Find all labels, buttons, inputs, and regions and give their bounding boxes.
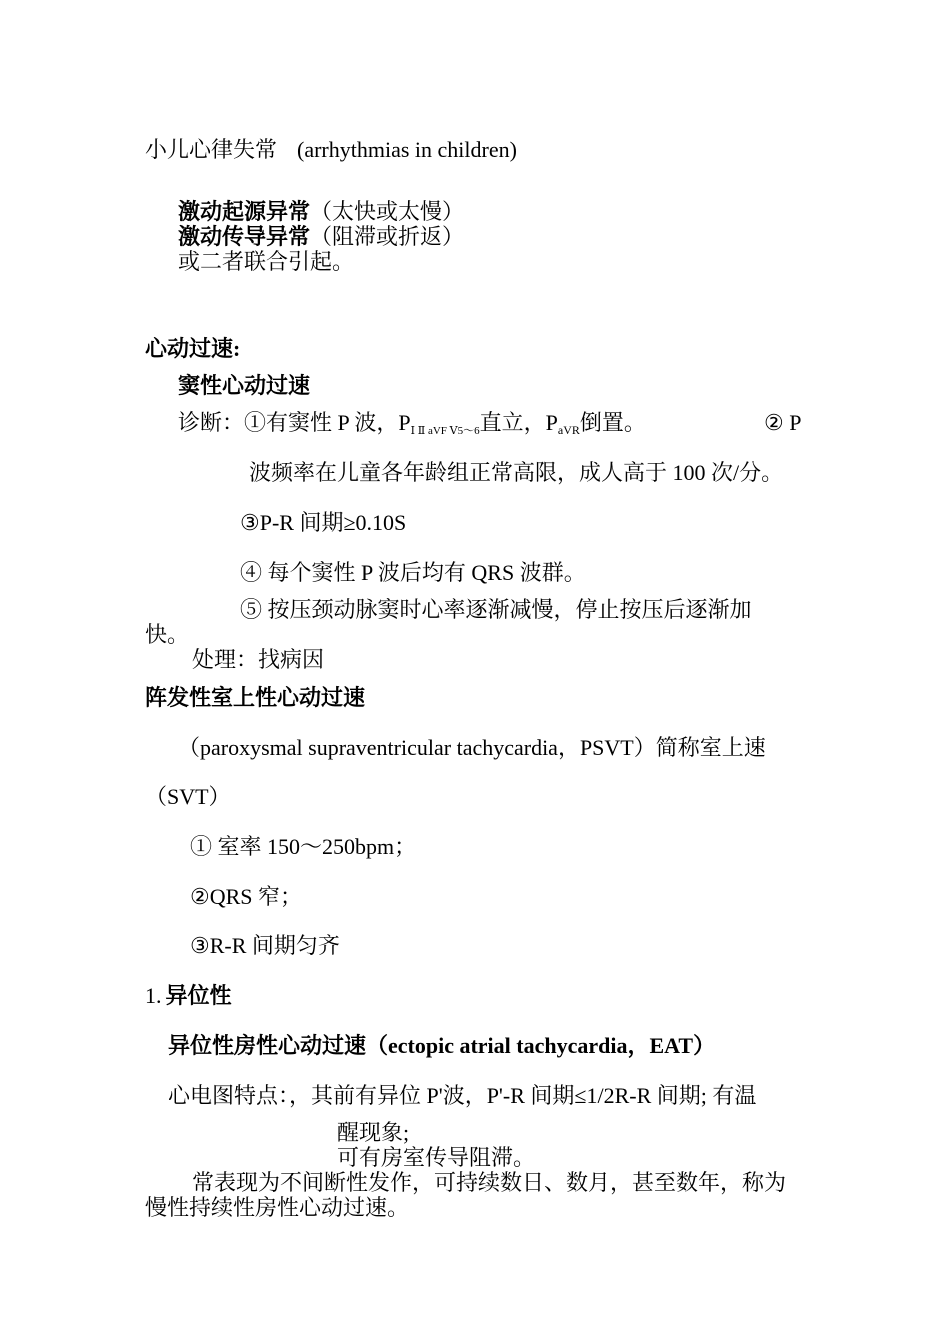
section-number: 1. <box>145 983 162 1008</box>
tachycardia-heading: 心动过速: <box>145 336 241 361</box>
ectopic-heading-text: 异位性 <box>165 983 232 1008</box>
intro-line-1-text: （太快或太慢） <box>310 199 465 224</box>
sinus-heading: 窦性心动过速 <box>178 373 311 398</box>
eat-paragraph-line-2: 慢性持续性房性心动过速。 <box>145 1195 410 1220</box>
psvt-criteria-2: ②QRS 窄； <box>190 884 303 909</box>
intro-line-2-text: （阻滞或折返） <box>310 224 465 249</box>
diag-text-c: 倒置。 <box>579 410 646 435</box>
sinus-treatment: 处理：找病因 <box>192 647 325 672</box>
sinus-diagnosis-line-3: ③P-R 间期≥0.10S <box>240 510 407 535</box>
intro-line-1 <box>178 199 464 225</box>
intro-line-2-bold: 激动传导异常 <box>178 224 311 249</box>
sinus-diagnosis-item-2-start: ② P <box>764 410 802 435</box>
diag-text-b: 直立，P <box>479 410 558 435</box>
psvt-criteria-3: ③R-R 间期匀齐 <box>190 933 340 958</box>
title-chinese: 小儿心律失常 <box>145 137 278 162</box>
page-title <box>145 137 517 163</box>
sinus-diagnosis-line-4: ④ 每个窦性 P 波后均有 QRS 波群。 <box>240 560 586 585</box>
intro-line-3: 或二者联合引起。 <box>178 249 355 274</box>
diag-text-a: 诊断：①有窦性 P 波，P <box>178 410 411 435</box>
diag-leads-subscript: Ⅰ Ⅱ aVF Ⅴ5～6 <box>410 425 480 437</box>
intro-line-1-bold: 激动起源异常 <box>178 199 311 224</box>
eat-heading: 异位性房性心动过速（ectopic atrial tachycardia，EAT） <box>168 1033 716 1058</box>
title-english: (arrhythmias in children) <box>297 137 517 162</box>
ectopic-heading <box>145 983 232 1009</box>
eat-ecg-line-1: 心电图特点：，其前有异位 P'波，P'-R 间期≤1/2R-R 间期; 有温 <box>168 1083 757 1108</box>
intro-line-2 <box>178 224 464 250</box>
psvt-definition-line-1: （paroxysmal supraventricular tachycardia，PSVT）简称室上速 <box>178 735 766 760</box>
diag-avr-subscript: aVR <box>557 423 580 437</box>
psvt-definition-line-2: （SVT） <box>145 784 231 809</box>
sinus-diagnosis-line-1 <box>178 410 646 440</box>
sinus-diagnosis-line-5a: ⑤ 按压颈动脉窦时心率逐渐减慢，停止按压后逐渐加 <box>240 597 752 622</box>
eat-paragraph-line-1: 常表现为不间断性发作，可持续数日、数月，甚至数年，称为 <box>192 1170 787 1195</box>
sinus-diagnosis-line-2: 波频率在儿童各年龄组正常高限，成人高于 100 次/分。 <box>249 460 784 485</box>
psvt-criteria-1: ① 室率 150～250bpm； <box>190 834 417 859</box>
psvt-heading: 阵发性室上性心动过速 <box>145 685 366 710</box>
eat-ecg-line-3: 可有房室传导阻滞。 <box>337 1145 536 1170</box>
eat-ecg-line-2: 醒现象; <box>337 1120 410 1145</box>
sinus-diagnosis-line-5b: 快。 <box>145 622 190 647</box>
